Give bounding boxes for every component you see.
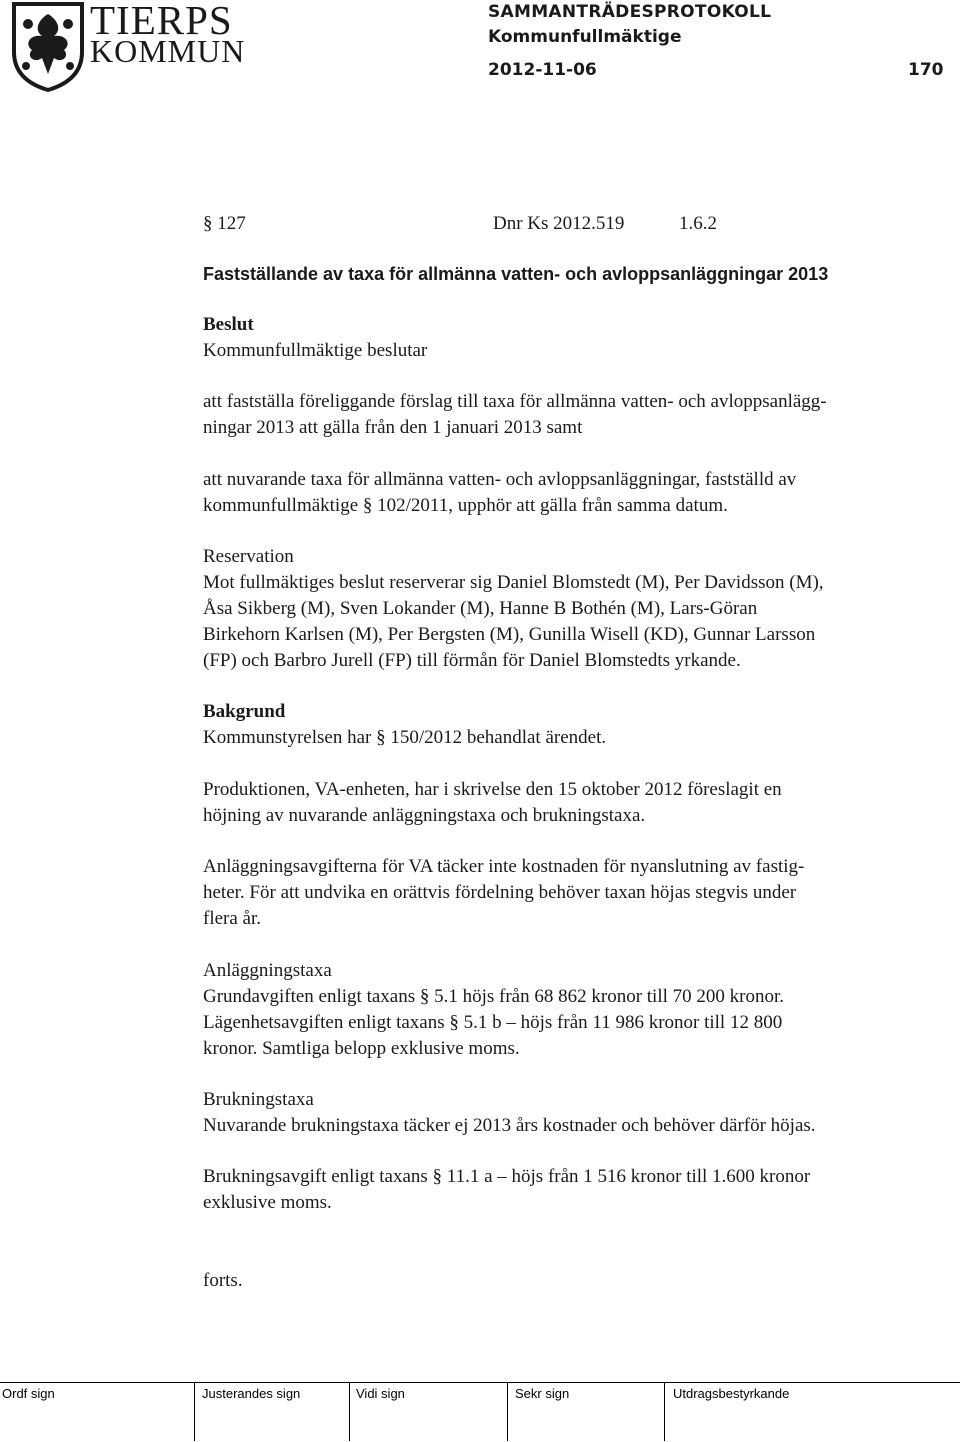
bakgrund-paragraph-3-line-3: flera år. <box>203 908 262 929</box>
bakgrund-heading: Bakgrund <box>203 701 286 722</box>
municipality-logo <box>8 0 246 98</box>
beslut-paragraph-2-line-2: kommunfullmäktige § 102/2011, upphör att gälla från samma datum. <box>203 495 728 516</box>
logo-text-tierps: TIERPS <box>90 0 233 43</box>
bakgrund-paragraph-2-line-1: Produktionen, VA-enheten, har i skrivelse den 15 oktober 2012 föreslagit en <box>203 779 782 800</box>
page-number: 170 <box>908 60 944 80</box>
bakgrund-paragraph-3-line-1: Anläggningsavgifterna för VA täcker inte kostnaden för nyanslutning av fastig- <box>203 856 805 877</box>
meeting-date: 2012-11-06 <box>488 60 597 80</box>
anlaggningstaxa-line-2: Lägenhetsavgiften enligt taxans § 5.1 b – höjs från 11 986 kronor till 12 800 <box>203 1012 783 1033</box>
reservation-heading: Reservation <box>203 546 294 567</box>
beslut-paragraph-2-line-1: att nuvarande taxa för allmänna vatten- och avloppsanläggningar, fastställd av <box>203 469 797 490</box>
footer-justerandes-sign: Justerandes sign <box>202 1386 301 1401</box>
reservation-line-3: Birkehorn Karlsen (M), Per Bergsten (M), Gunilla Wisell (KD), Gunnar Larsson <box>203 624 816 645</box>
beslut-paragraph-1-line-1: att fastställa föreliggande förslag till taxa för allmänna vatten- och avloppsanlägg- <box>203 391 827 412</box>
anlaggningstaxa-heading: Anläggningstaxa <box>203 960 332 981</box>
anlaggningstaxa-line-3: kronor. Samtliga belopp exklusive moms. <box>203 1038 520 1059</box>
footer-ordf-sign: Ordf sign <box>2 1386 55 1401</box>
coat-of-arms-icon <box>8 0 88 92</box>
brukningstaxa-paragraph-1: Nuvarande brukningstaxa täcker ej 2013 års kostnader och behöver därför höjas. <box>203 1115 816 1136</box>
bakgrund-paragraph-2-line-2: höjning av nuvarande anläggningstaxa och brukningstaxa. <box>203 805 646 826</box>
bakgrund-paragraph-1: Kommunstyrelsen har § 150/2012 behandlat ärendet. <box>203 727 607 748</box>
continued-note: forts. <box>203 1270 243 1291</box>
case-title: Fastställande av taxa för allmänna vatten- och avloppsanläggningar 2013 <box>203 264 829 284</box>
brukningstaxa-paragraph-2-line-1: Brukningsavgift enligt taxans § 11.1 a – höjs från 1 516 kronor till 1.600 kronor <box>203 1166 811 1187</box>
footer-divider <box>349 1383 350 1441</box>
section-number: § 127 <box>203 213 246 234</box>
footer-utdragsbestyrkande: Utdragsbestyrkande <box>673 1386 790 1401</box>
footer-divider <box>194 1383 195 1441</box>
brukningstaxa-paragraph-2-line-2: exklusive moms. <box>203 1192 332 1213</box>
reservation-line-2: Åsa Sikberg (M), Sven Lokander (M), Hanne B Bothén (M), Lars-Göran <box>203 598 758 619</box>
signature-footer <box>0 1382 960 1442</box>
beslut-intro: Kommunfullmäktige beslutar <box>203 340 428 361</box>
footer-divider <box>507 1383 508 1441</box>
footer-top-rule <box>0 1382 960 1383</box>
footer-divider <box>664 1383 665 1441</box>
case-code: 1.6.2 <box>679 213 717 234</box>
footer-sekr-sign: Sekr sign <box>515 1386 570 1401</box>
anlaggningstaxa-line-1: Grundavgiften enligt taxans § 5.1 höjs från 68 862 kronor till 70 200 kronor. <box>203 986 784 1007</box>
beslut-heading: Beslut <box>203 314 254 335</box>
footer-vidi-sign: Vidi sign <box>356 1386 405 1401</box>
protocol-title: SAMMANTRÄDESPROTOKOLL <box>488 2 772 22</box>
beslut-paragraph-1-line-2: ningar 2013 att gälla från den 1 januari 2013 samt <box>203 417 583 438</box>
logo-text-kommun: KOMMUN <box>90 33 246 69</box>
reservation-line-4: (FP) och Barbro Jurell (FP) till förmån för Daniel Blomstedts yrkande. <box>203 650 741 671</box>
reservation-line-1: Mot fullmäktiges beslut reserverar sig Daniel Blomstedt (M), Per Davidsson (M), <box>203 572 824 593</box>
diary-number: Dnr Ks 2012.519 <box>493 213 625 234</box>
organ-name: Kommunfullmäktige <box>488 27 682 47</box>
brukningstaxa-heading: Brukningstaxa <box>203 1089 314 1110</box>
bakgrund-paragraph-3-line-2: heter. För att undvika en orättvis fördelning behöver taxan höjas stegvis under <box>203 882 797 903</box>
